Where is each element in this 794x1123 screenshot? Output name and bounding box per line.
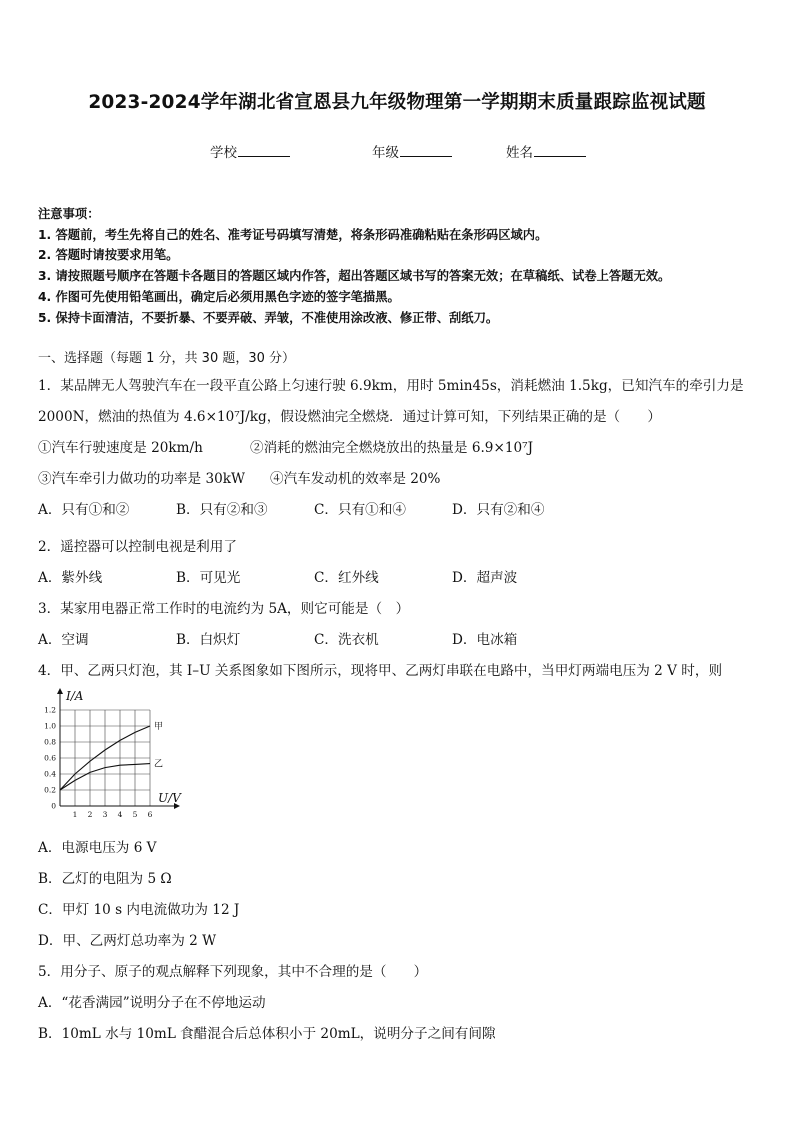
school-label: 学校: [210, 145, 237, 161]
y-tick-label: 1.0: [44, 721, 56, 731]
q3-option-b[interactable]: B．白炽灯: [176, 632, 241, 648]
q4-stem: 4．甲、乙两只灯泡，其 I–U 关系图象如下图所示，现将甲、乙两灯串联在电路中，当甲灯两端电压为 2 V 时，则: [38, 663, 723, 679]
x-tick-label: 6: [147, 810, 153, 819]
q1-stem-line2: 2000N，燃油的热值为 4.6×10⁷J/kg，假设燃油完全燃烧．通过计算可知，下列结果正确的是（ ）: [38, 409, 661, 425]
q4-option-b[interactable]: B．乙灯的电阻为 5 Ω: [38, 871, 172, 887]
name-blank[interactable]: [534, 142, 586, 157]
q4-option-c[interactable]: C．甲灯 10 s 内电流做功为 12 J: [38, 902, 240, 918]
q1-statement-1: ①汽车行驶速度是 20km/h: [38, 440, 203, 456]
notes-heading: 注意事项：: [38, 207, 100, 221]
q1-option-c[interactable]: C．只有①和④: [314, 502, 406, 518]
q1-statement-4: ④汽车发动机的效率是 20%: [270, 471, 441, 487]
name-field[interactable]: [506, 141, 586, 161]
y-tick-label: 0.4: [44, 769, 56, 779]
q3-stem: 3．某家用电器正常工作时的电流约为 5A，则它可能是（ ）: [38, 601, 410, 617]
q5-stem: 5．用分子、原子的观点解释下列现象，其中不合理的是（ ）: [38, 964, 428, 980]
school-field[interactable]: [210, 141, 290, 161]
y-tick-label: 0.2: [44, 785, 56, 795]
series-label: 乙: [154, 759, 164, 770]
name-label: 姓名: [506, 145, 533, 161]
q5-option-b[interactable]: B．10mL 水与 10mL 食醋混合后总体积小于 20mL，说明分子之间有间隙: [38, 1026, 496, 1042]
q2-option-c[interactable]: C．红外线: [314, 570, 379, 586]
iu-chart: [38, 688, 188, 820]
q4-option-d[interactable]: D．甲、乙两灯总功率为 2 W: [38, 933, 217, 949]
note-item: 3. 请按照题号顺序在答题卡各题目的答题区域内作答，超出答题区域书写的答案无效；在草稿纸、试卷上答题无效。: [38, 269, 671, 284]
note-item: 4. 作图可先使用铅笔画出，确定后必须用黑色字迹的签字笔描黑。: [38, 289, 400, 304]
page-title: 2023-2024学年湖北省宣恩县九年级物理第一学期期末质量跟踪监视试题: [88, 92, 706, 113]
q1-option-d[interactable]: D．只有②和④: [452, 502, 545, 518]
x-tick-label: 2: [87, 810, 93, 819]
q4-option-a[interactable]: A．电源电压为 6 V: [38, 840, 157, 856]
x-tick-label: 1: [72, 810, 78, 819]
q3-option-d[interactable]: D．电冰箱: [452, 632, 518, 648]
q2-option-a[interactable]: A．紫外线: [38, 570, 103, 586]
q1-option-a[interactable]: A．只有①和②: [38, 502, 130, 518]
y-tick-label: 0.8: [44, 737, 56, 747]
y-tick-label: 0: [51, 801, 56, 811]
q2-option-d[interactable]: D．超声波: [452, 570, 518, 586]
q3-option-c[interactable]: C．洗衣机: [314, 632, 379, 648]
section-title: 一、选择题（每题 1 分，共 30 题，30 分）: [38, 351, 296, 366]
q1-stem-line1: 1．某品牌无人驾驶汽车在一段平直公路上匀速行驶 6.9km，用时 5min45s，消耗燃油 1.5kg，已知汽车的牵引力是: [38, 378, 744, 394]
q2-stem: 2．遥控器可以控制电视是利用了: [38, 539, 237, 555]
note-item: 5. 保持卡面清洁，不要折暴、不要弄破、弄皱，不准使用涂改液、修正带、刮纸刀。: [38, 310, 499, 325]
grade-field[interactable]: [372, 141, 452, 161]
q1-statement-3: ③汽车牵引力做功的功率是 30kW: [38, 471, 245, 487]
grade-label: 年级: [372, 145, 399, 161]
q5-option-a[interactable]: A．“花香满园”说明分子在不停地运动: [38, 995, 266, 1011]
q3-option-a[interactable]: A．空调: [38, 632, 89, 648]
note-item: 2. 答题时请按要求用笔。: [38, 248, 179, 263]
x-tick-label: 5: [132, 810, 138, 819]
note-item: 1. 答题前，考生先将自己的姓名、准考证号码填写清楚，将条形码准确粘贴在条形码区域内。: [38, 227, 548, 242]
school-blank[interactable]: [238, 142, 290, 157]
y-axis-arrow: [57, 688, 63, 694]
notes-block: [38, 204, 778, 328]
y-tick-label: 0.6: [44, 753, 56, 763]
grade-blank[interactable]: [400, 142, 452, 157]
series-label: 甲: [154, 722, 164, 732]
x-tick-label: 3: [102, 810, 108, 819]
q2-option-b[interactable]: B．可见光: [176, 570, 241, 586]
q1-statement-2: ②消耗的燃油完全燃烧放出的热量是 6.9×10⁷J: [250, 440, 534, 456]
y-axis-label: I/A: [66, 689, 84, 703]
x-tick-label: 4: [117, 810, 123, 819]
x-axis-label: U/V: [158, 791, 181, 805]
y-tick-label: 1.2: [44, 705, 56, 715]
q1-option-b[interactable]: B．只有②和③: [176, 502, 268, 518]
